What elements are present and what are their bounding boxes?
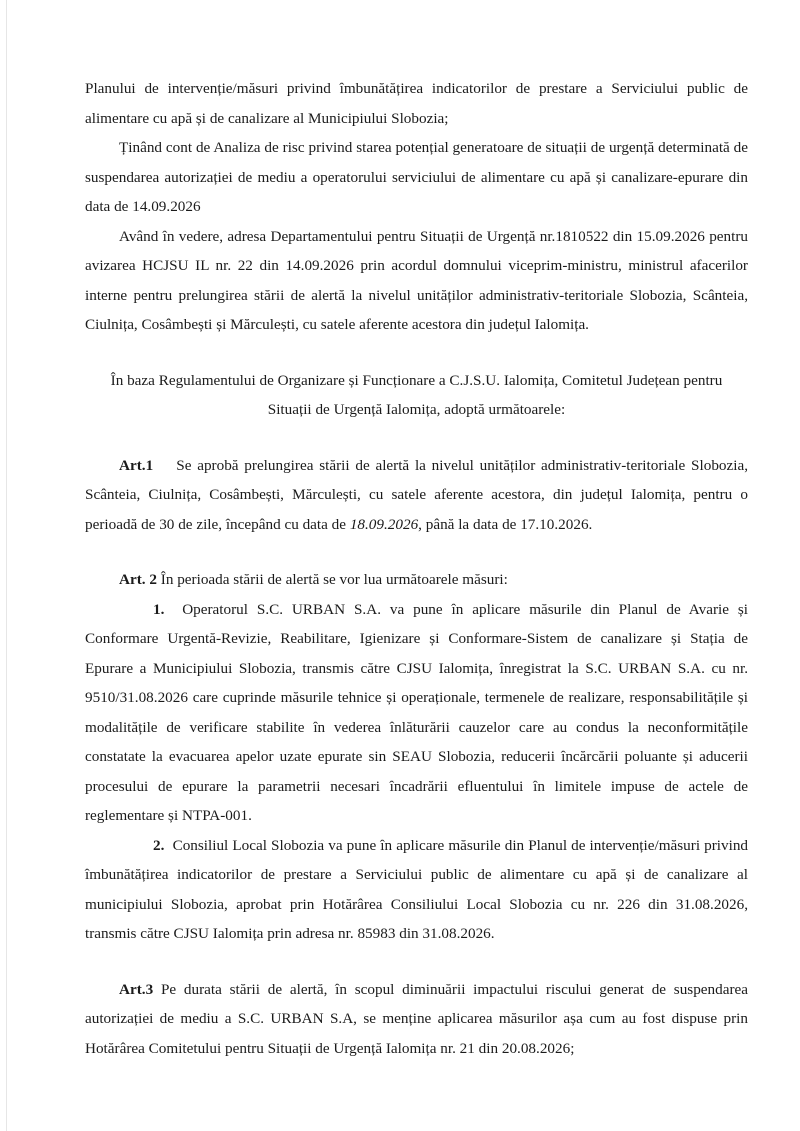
document-page bbox=[85, 74, 748, 1063]
risk-analysis-paragraph: Ținând cont de Analiza de risc privind starea potențial generatoare de situații de urgență determinată de suspendarea autorizației de mediu a operatorului serviciului de alimentare cu apă și canalizare-epurare din data de 14.09.2026 bbox=[85, 139, 748, 215]
article-2-item-2-text: Consiliul Local Slobozia va pune în aplicare măsurile din Planul de intervenție/măsuri privind îmbunătățirea indicatorilor de prestare a Serviciului public de alimentare cu apă și de canalizare al municipiului Slobozia, aprobat prin Hotărârea Consiliului Local Slobozia cu nr. 226 din 31.08.2026, transmis către CJSU Ialomița prin adresa nr. 85983 din 31.08.2026. bbox=[85, 836, 749, 942]
article-1-label: Art.1 bbox=[119, 456, 154, 474]
dsu-address-paragraph: Având în vedere, adresa Departamentului pentru Situații de Urgență nr.1810522 din 15.09.2026 pentru avizarea HCJSU IL nr. 22 din 14.09.2026 prin acordul domnului viceprim-ministru, ministrul afacerilor interne pentru prelungirea stării de alertă la nivelul unităților administrativ-teritoriale Slobozia, Scânteia, Ciulnița, Cosâmbești și Mărculești, cu satele aferente acestora din județul Ialomița. bbox=[85, 227, 748, 333]
article-3 bbox=[85, 975, 748, 1064]
intro-continuation-paragraph: Planului de intervenție/măsuri privind îmbunătățirea indicatorilor de prestare a Serviciului public de alimentare cu apă și de canalizare al Municipiului Slobozia; bbox=[85, 80, 748, 127]
article-2-item-1-text: Operatorul S.C. URBAN S.A. va pune în aplicare măsurile din Planul de Avarie și Conformare Urgentă-Revizie, Reabilitare, Igienizare și Conformare-Sistem de canalizare și Stația de Epurare a Municipiului Slobozia, transmis către CJSU Ialomița, înregistrat la S.C. URBAN S.A. cu nr. 9510/31.08.2026 care cuprinde măsurile tehnice și operaționale, termenele de realizare, responsabilitățile și modalitățile de verificare stabilite în vederea înlăturării cauzelor care au condus la neconformitățile constatate la evacuarea apelor uzate epurate sin SEAU Slobozia, reducerii încărcării poluante și aducerii procesului de epurare la parametrii necesari încadrării efluentului în limitele impuse de actele de reglementare și NTPA-001. bbox=[85, 600, 748, 824]
article-3-text: Pe durata stării de alertă, în scopul diminuării impactului riscului generat de suspendarea autorizației de mediu a S.C. URBAN S.A, se menține aplicarea măsurilor așa cum au fost dispuse prin Hotărârea Comitetului pentru Situații de Urgență Ialomița nr. 21 din 20.08.2026; bbox=[85, 980, 749, 1057]
article-2-item-1-number: 1. bbox=[153, 600, 165, 618]
article-1-text-before: Se aprobă prelungirea stării de alertă la nivelul unităților administrativ-teritoriale Slobozia, Scânteia, Ciulnița, Cosâmbești, Mărculești, cu satele aferente acestora, din județul Ialomița, pentru o perioadă de 30 de zile, începând cu data de bbox=[85, 456, 749, 533]
article-2-label: Art. 2 bbox=[119, 571, 157, 588]
article-1 bbox=[85, 451, 748, 540]
article-2-item-2-number: 2. bbox=[153, 836, 165, 854]
article-3-label: Art.3 bbox=[119, 980, 154, 998]
article-2-item-2 bbox=[85, 831, 748, 949]
article-2-item-1 bbox=[85, 595, 748, 831]
article-1-text-after: , până la data de 17.10.2026. bbox=[418, 515, 593, 533]
article-2-text: În perioada stării de alertă se vor lua următoarele măsuri: bbox=[160, 571, 508, 588]
page-edge bbox=[6, 0, 7, 1131]
article-2 bbox=[85, 565, 748, 595]
article-1-start-date: 18.09.2026 bbox=[349, 515, 419, 533]
legal-basis-paragraph: În baza Regulamentului de Organizare și Funcționare a C.J.S.U. Ialomița, Comitetul Județean pentru Situații de Urgență Ialomița, adoptă următoarele: bbox=[110, 371, 723, 418]
